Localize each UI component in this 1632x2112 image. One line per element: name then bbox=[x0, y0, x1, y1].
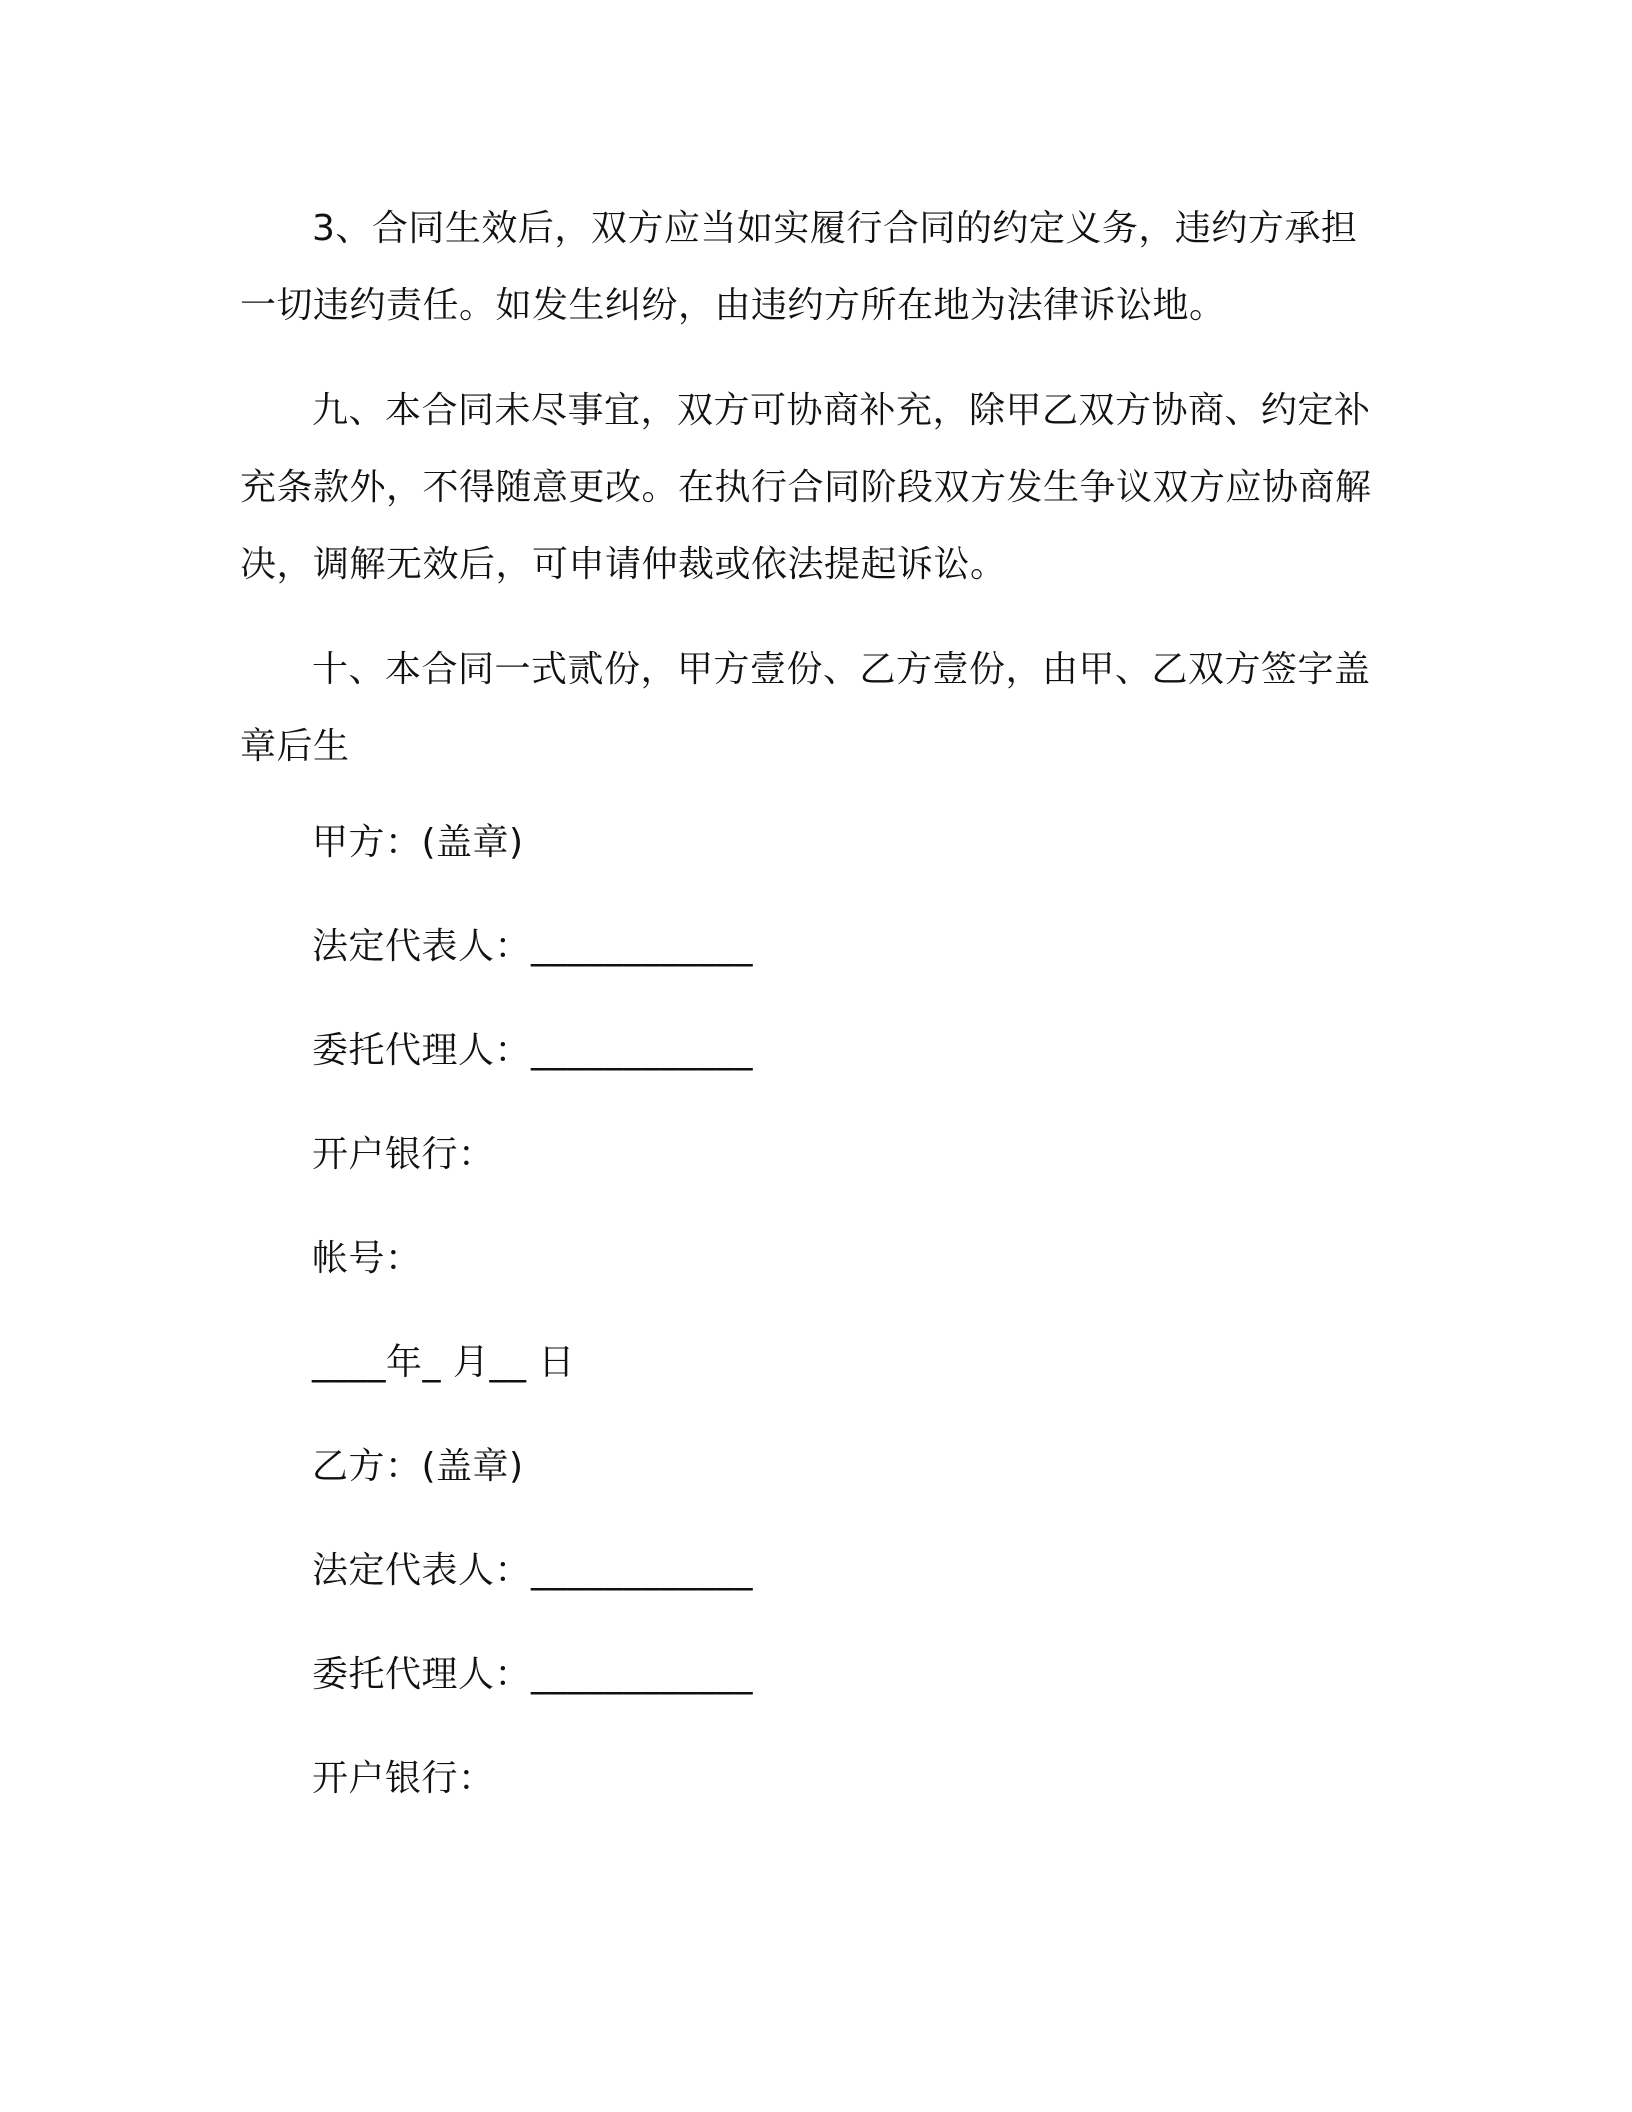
party-a-bank: 开户银行： bbox=[312, 1134, 495, 1175]
clause-3-paragraph: 3、合同生效后，双方应当如实履行合同的约定义务，违约方承担一切违约责任。如发生纠纷，由违约方所在地为法律诉讼地。 bbox=[240, 208, 1358, 326]
party-a-title: 甲方：(盖章) bbox=[312, 822, 524, 863]
party-b-legal-rep: 法定代表人：____________ bbox=[312, 1550, 754, 1591]
party-b-agent: 委托代理人：____________ bbox=[312, 1654, 754, 1695]
party-a-account: 帐号： bbox=[312, 1238, 422, 1279]
party-a-date: ____年_ 月__ 日 bbox=[312, 1342, 575, 1383]
party-a-agent: 委托代理人：____________ bbox=[312, 1030, 754, 1071]
clause-10-paragraph: 十、本合同一式贰份，甲方壹份、乙方壹份，由甲、乙双方签字盖章后生 bbox=[240, 649, 1371, 767]
party-a-legal-rep: 法定代表人：____________ bbox=[312, 926, 754, 967]
party-b-title: 乙方：(盖章) bbox=[312, 1446, 524, 1487]
contract-body bbox=[240, 190, 1380, 1831]
party-b-bank: 开户银行： bbox=[312, 1758, 495, 1799]
clause-9-paragraph: 九、本合同未尽事宜，双方可协商补充，除甲乙双方协商、约定补充条款外，不得随意更改。在执行合同阶段双方发生争议双方应协商解决，调解无效后，可申请仲裁或依法提起诉讼。 bbox=[240, 390, 1372, 585]
signature-block bbox=[240, 791, 1380, 1831]
